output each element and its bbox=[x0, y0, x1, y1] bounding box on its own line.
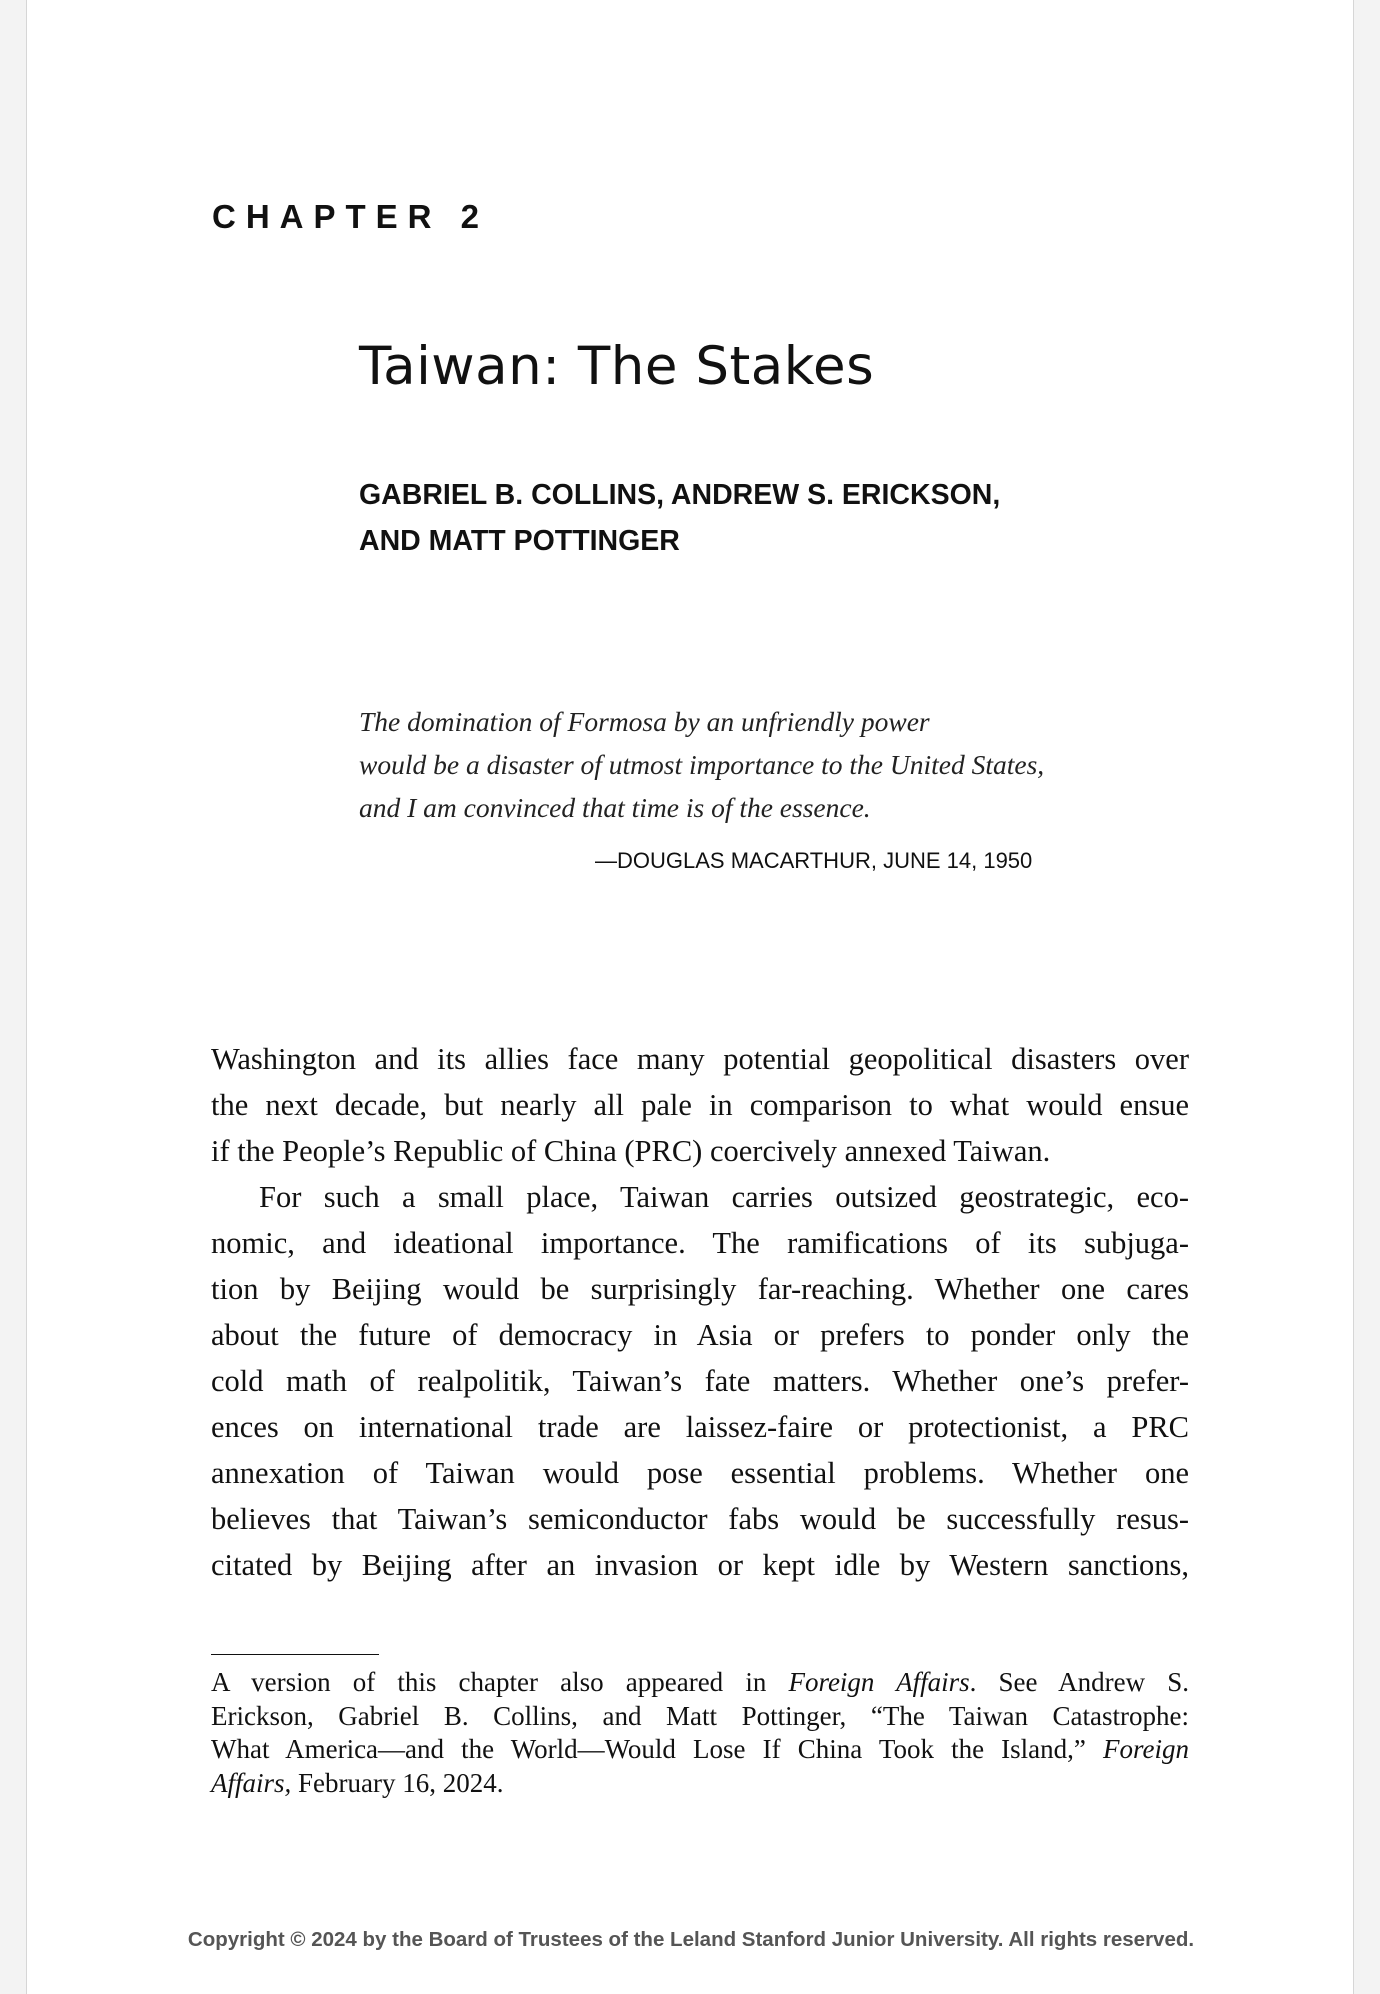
text-line: ences on international trade are laissez-faire or protectionist, a PRC bbox=[211, 1410, 1189, 1444]
epigraph-attribution: —DOUGLAS MACARTHUR, JUNE 14, 1950 bbox=[595, 848, 1033, 873]
copyright-notice: Copyright © 2024 by the Board of Trustees of the Leland Stanford Junior University. All rights reserved. bbox=[187, 1928, 1195, 1951]
footnote-divider bbox=[211, 1654, 379, 1655]
text-line: about the future of democracy in Asia or prefers to ponder only the bbox=[211, 1318, 1189, 1352]
footnote-text: What America—and the World—Would Lose If China Took the Island,” bbox=[211, 1734, 1104, 1764]
epigraph-line: The domination of Formosa by an unfriendly power bbox=[359, 706, 930, 737]
text-line: For such a small place, Taiwan carries outsized geostrategic, eco- bbox=[259, 1180, 1189, 1214]
paragraph bbox=[211, 1036, 1189, 1174]
text-line: cold math of realpolitik, Taiwan’s fate matters. Whether one’s prefer- bbox=[211, 1364, 1189, 1398]
authors-line: GABRIEL B. COLLINS, ANDREW S. ERICKSON, bbox=[359, 479, 1001, 511]
chapter-title: Taiwan: The Stakes bbox=[359, 336, 875, 397]
footnote-publication: Affairs, bbox=[211, 1767, 292, 1798]
authors bbox=[359, 472, 1099, 564]
text-line: citated by Beijing after an invasion or kept idle by Western sanctions, bbox=[211, 1548, 1189, 1582]
text-line: annexation of Taiwan would pose essential problems. Whether one bbox=[211, 1456, 1189, 1490]
text-line: the next decade, but nearly all pale in comparison to what would ensue bbox=[211, 1088, 1189, 1122]
footnote-line bbox=[211, 1767, 1189, 1801]
epigraph-line: would be a disaster of utmost importance to the United States, bbox=[359, 749, 1045, 780]
footnote-text: February 16, 2024. bbox=[291, 1767, 504, 1798]
footnote-text: A version of this chapter also appeared in bbox=[211, 1667, 789, 1697]
page bbox=[26, 0, 1354, 1994]
footnote-publication: Foreign Affairs bbox=[788, 1667, 970, 1697]
footnote-text: . See Andrew S. bbox=[969, 1667, 1190, 1697]
text-line: tion by Beijing would be surprisingly far-reaching. Whether one cares bbox=[211, 1272, 1189, 1306]
chapter-label: CHAPTER 2 bbox=[212, 198, 490, 235]
body-text bbox=[211, 1036, 1189, 1588]
paragraph bbox=[211, 1174, 1189, 1588]
text-line: Washington and its allies face many potential geopolitical disasters over bbox=[211, 1042, 1189, 1076]
text-line: believes that Taiwan’s semiconductor fabs would be successfully resus- bbox=[211, 1502, 1189, 1536]
text-line: if the People’s Republic of China (PRC) coercively annexed Taiwan. bbox=[211, 1134, 1051, 1168]
footnote bbox=[211, 1666, 1189, 1800]
footnote-line bbox=[211, 1666, 1189, 1700]
footnote-line: Erickson, Gabriel B. Collins, and Matt Pottinger, “The Taiwan Catastrophe: bbox=[211, 1700, 1189, 1731]
epigraph bbox=[359, 700, 1159, 829]
footnote-publication: Foreign bbox=[1103, 1734, 1189, 1764]
footnote-line bbox=[211, 1733, 1189, 1767]
authors-line: AND MATT POTTINGER bbox=[359, 525, 680, 557]
text-line: nomic, and ideational importance. The ramifications of its subjuga- bbox=[211, 1226, 1189, 1260]
epigraph-line: and I am convinced that time is of the essence. bbox=[359, 792, 871, 823]
